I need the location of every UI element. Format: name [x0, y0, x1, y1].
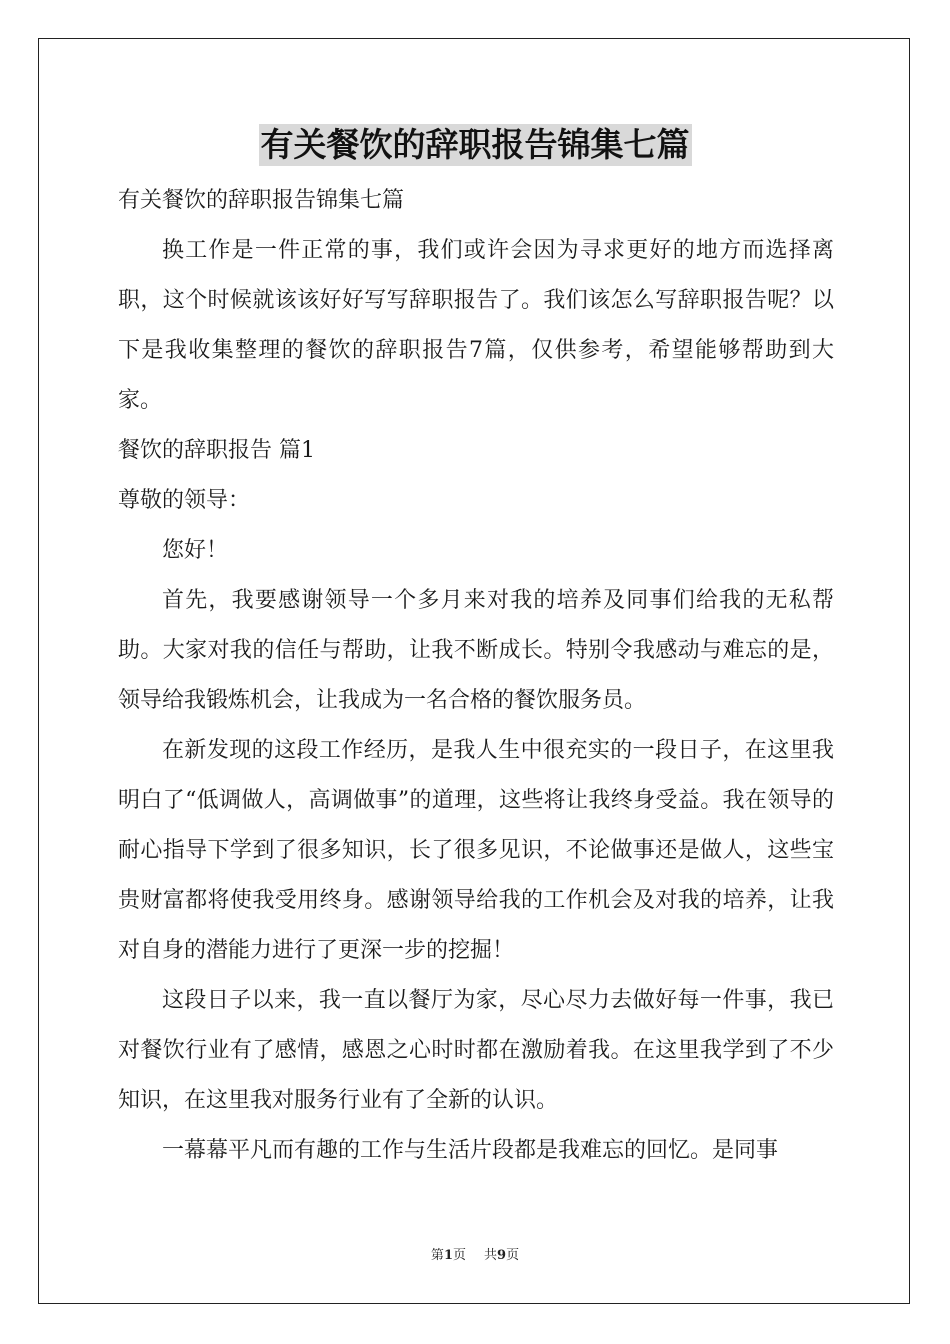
body-paragraph: 首先，我要感谢领导一个多月来对我的培养及同事们给我的无私帮助。大家对我的信任与帮助，让我不断成长。特别令我感动与难忘的是，领导给我锻炼机会，让我成为一名合格的餐饮服务员。: [118, 588, 834, 713]
title-container: [0, 124, 950, 166]
intro-paragraph: 换工作是一件正常的事，我们或许会因为寻求更好的地方而选择离职，这个时候就该该好好写写辞职报告了。我们该怎么写辞职报告呢？以下是我收集整理的餐饮的辞职报告7篇，仅供参考，希望能够帮助到大家。: [118, 238, 834, 413]
body-paragraph: 一幕幕平凡而有趣的工作与生活片段都是我难忘的回忆。是同事: [162, 1138, 779, 1163]
body-paragraph: 在新发现的这段工作经历，是我人生中很充实的一段日子，在这里我明白了“低调做人，高调做事”的道理，这些将让我终身受益。我在领导的耐心指导下学到了很多知识，长了很多见识，不论做事还是做人，这些宝贵财富都将使我受用终身。感谢领导给我的工作机会及对我的培养，让我对自身的潜能力进行了更深一步的挖掘！: [118, 738, 834, 963]
body-paragraph: 这段日子以来，我一直以餐厅为家，尽心尽力去做好每一件事，我已对餐饮行业有了感情，感恩之心时时都在激励着我。在这里我学到了不少知识，在这里我对服务行业有了全新的认识。: [118, 988, 834, 1113]
page-unit: 页: [452, 1248, 466, 1263]
greeting: 您好！: [162, 538, 229, 563]
page-total: 9: [497, 1248, 507, 1263]
page-footer: [0, 1244, 950, 1263]
document-title: 有关餐饮的辞职报告锦集七篇: [260, 125, 690, 164]
page-current: 1: [443, 1248, 453, 1263]
section-heading: 餐饮的辞职报告 篇1: [118, 438, 315, 463]
salutation: 尊敬的领导：: [118, 488, 251, 513]
doc-subtitle: 有关餐饮的辞职报告锦集七篇: [118, 188, 405, 213]
total-prefix: 共: [484, 1248, 498, 1263]
page-prefix: 第: [430, 1248, 444, 1263]
total-unit: 页: [506, 1248, 520, 1263]
document-body: [118, 176, 834, 1176]
